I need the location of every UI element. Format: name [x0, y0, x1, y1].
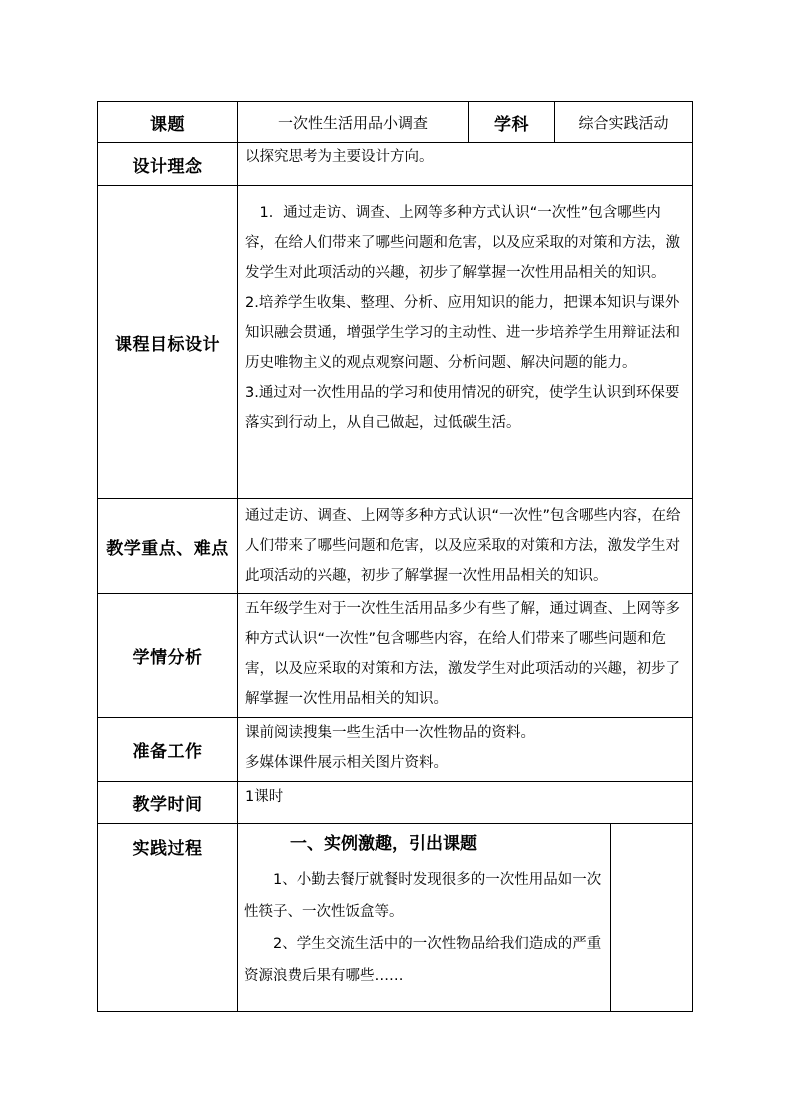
topic-value: 一次性生活用品小调查 [277, 113, 428, 132]
preparation-line-1: 课前阅读搜集一些生活中一次性物品的资料。 [245, 725, 535, 741]
student-analysis-paragraph: 五年级学生对于一次性生活用品多少有些了解，通过调查、上网等多种方式认识“一次性”包含哪些内容，在给人们带来了哪些问题和危害，以及应采取的对策和方法，激发学生对此项活动的兴趣，初步了解掌握一次性用品相关的知识。 [245, 601, 680, 707]
teaching-time-text [238, 782, 692, 823]
design-concept-paragraph: 以探究思考为主要设计方向。 [245, 149, 434, 165]
goal-3: 3.通过对一次性用品的学习和使用情况的研究，使学生认识到环保要落实到行动上，从自己做起，过低碳生活。 [245, 385, 680, 431]
preparation-line-2: 多媒体课件展示相关图片资料。 [245, 755, 448, 771]
goal-2: 2.培养学生收集、整理、分析、应用知识的能力，把课本知识与课外知识融会贯通，增强学生学习的主动性、进一步培养学生用辩证法和历史唯物主义的观点观察问题、分析问题、解决问题的能力。 [245, 295, 680, 371]
table-border-bottom [97, 1011, 693, 1012]
process-column-divider [610, 823, 611, 1012]
topic-label: 课题 [150, 114, 185, 135]
subject-label: 学科 [494, 114, 529, 135]
table-border-right [692, 101, 693, 1012]
key-points-label: 教学重点、难点 [106, 538, 229, 559]
practice-process-content [238, 824, 610, 1011]
goal-1: 1．通过走访、调查、上网等多种方式认识“一次性”包含哪些内容，在给人们带来了哪些问题和危害，以及应采取的对策和方法，激发学生对此项活动的兴趣，初步了解掌握一次性用品相关的知识。 [245, 205, 680, 281]
student-analysis-text [238, 594, 692, 717]
preparation-label: 准备工作 [132, 742, 203, 762]
student-analysis-label: 学情分析 [132, 648, 203, 668]
design-concept-text [238, 143, 692, 185]
practice-heading: 一、实例激趣，引出课题 [290, 834, 477, 854]
design-concept-label: 设计理念 [132, 156, 203, 177]
teaching-time-label: 教学时间 [132, 795, 203, 815]
practice-item-1: 1、小勤去餐厅就餐时发现很多的一次性用品如一次性筷子、一次性饭盒等。 [244, 872, 602, 920]
teaching-time-value: 1课时 [245, 789, 284, 805]
practice-process-label: 实践过程 [132, 838, 203, 859]
subject-value: 综合实践活动 [578, 113, 669, 132]
key-points-text [238, 499, 692, 593]
lesson-plan-table [97, 101, 693, 1012]
course-goals-text [238, 186, 692, 498]
course-goals-label: 课程目标设计 [115, 334, 220, 355]
key-points-paragraph: 通过走访、调查、上网等多种方式认识“一次性”包含哪些内容，在给人们带来了哪些问题和危害，以及应采取的对策和方法，激发学生对此项活动的兴趣，初步了解掌握一次性用品相关的知识。 [245, 508, 681, 584]
practice-item-2: 2、学生交流生活中的一次性物品给我们造成的严重资源浪费后果有哪些…… [244, 936, 602, 984]
preparation-text [238, 718, 692, 781]
